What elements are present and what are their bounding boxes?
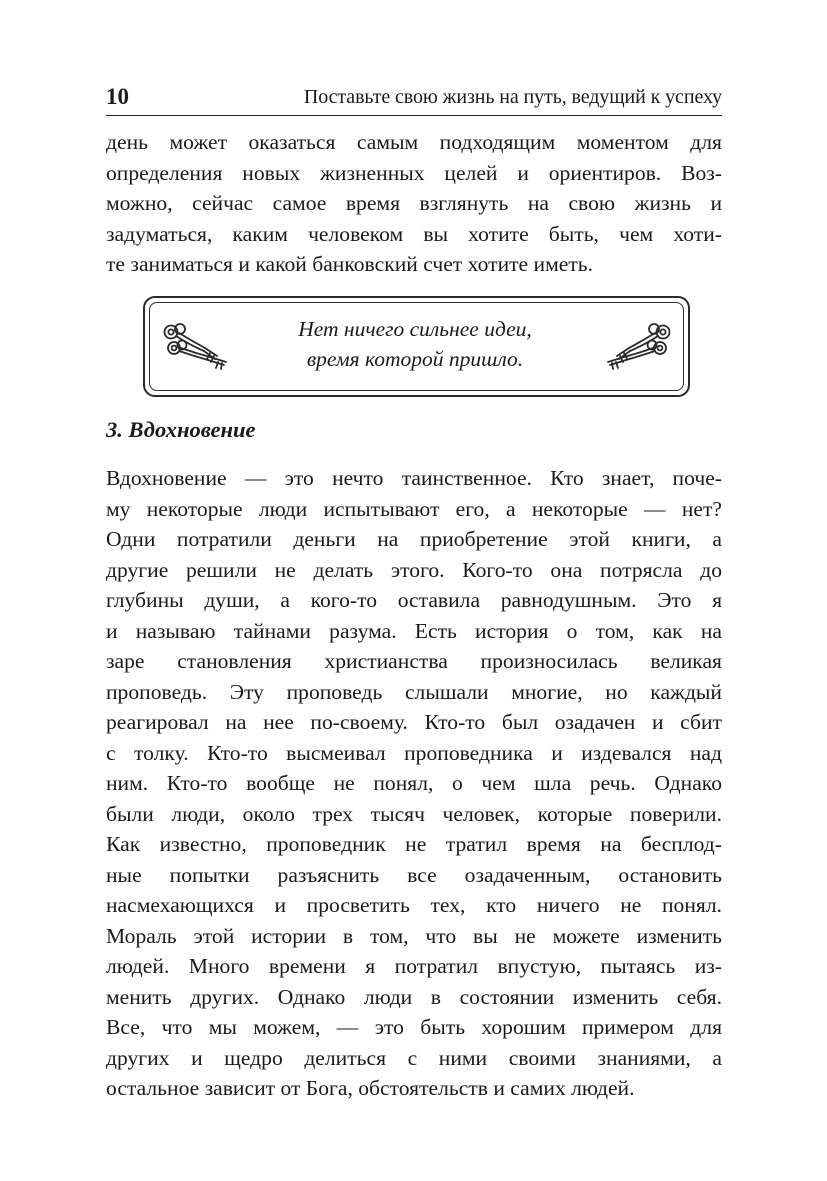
text-line: с толку. Кто-то высмеивал проповедника и издевался над (106, 740, 722, 765)
paragraph-inspiration (106, 463, 722, 1104)
quote-line: время которой пришло. (306, 346, 524, 371)
text-line: можно, сейчас самое время взглянуть на свою жизнь и (106, 191, 722, 215)
text-line: Все, что мы можем, — это быть хорошим примером для (106, 1015, 722, 1039)
text-line: людей. Много времени я потратил впустую, пытаясь из- (106, 954, 722, 978)
text-line: день может оказаться самым подходящим моментом для (106, 130, 722, 154)
running-title: Поставьте свою жизнь на путь, ведущий к успеху (303, 86, 722, 108)
text-line: другие решили не делать этого. Кого-то она потрясла до (106, 557, 722, 582)
text-line: проповедь. Эту проповедь слышали многие, но каждый (106, 679, 722, 704)
text-line: задуматься, каким человеком вы хотите быть, чем хоти- (106, 221, 722, 246)
section-heading: 3. Вдохновение (106, 417, 256, 442)
text-line: реагировал на нее по-своему. Кто-то был озадачен и сбит (106, 710, 722, 734)
text-line: Одни потратили деньги на приобретение этой книги, а (106, 527, 722, 551)
text-line: насмехающихся и просветить тех, кто ничего не понял. (106, 893, 722, 917)
text-line: те заниматься и какой банковский счет хотите иметь. (106, 252, 594, 276)
quote-line: Нет ничего сильнее идеи, (298, 317, 532, 341)
text-line: ные попытки разъяснить все озадаченным, остановить (106, 862, 722, 887)
text-line: Мораль этой истории в том, что вы не можете изменить (106, 923, 722, 948)
paragraph-intro (106, 127, 722, 280)
text-line: остальное зависит от Бога, обстоятельств и самих людей. (106, 1076, 635, 1100)
text-line: му некоторые люди испытывают его, а некоторые — нет? (106, 496, 722, 521)
text-line: Как известно, проповедник не тратил время на бесплод- (106, 832, 722, 856)
text-line: и называю тайнами разума. Есть история о том, как на (106, 618, 722, 643)
text-line: определения новых жизненных целей и ориентиров. Воз- (106, 160, 722, 185)
page-number: 10 (106, 84, 129, 109)
text-line: ним. Кто-то вообще не понял, о чем шла речь. Однако (106, 771, 722, 795)
quote-text (220, 315, 610, 374)
text-line: были люди, около трех тысяч человек, которые поверили. (106, 801, 722, 826)
text-line: Вдохновение — это нечто таинственное. Кто знает, поче- (106, 466, 722, 490)
page-header (106, 84, 722, 110)
header-rule (106, 115, 722, 116)
text-line: заре становления христианства произносилась великая (106, 649, 722, 673)
text-line: менить других. Однако люди в состоянии изменить себя. (106, 984, 722, 1009)
text-line: других и щедро делиться с ними своими знаниями, а (106, 1045, 722, 1070)
text-line: глубины души, а кого-то оставила равнодушным. Это я (106, 588, 722, 612)
